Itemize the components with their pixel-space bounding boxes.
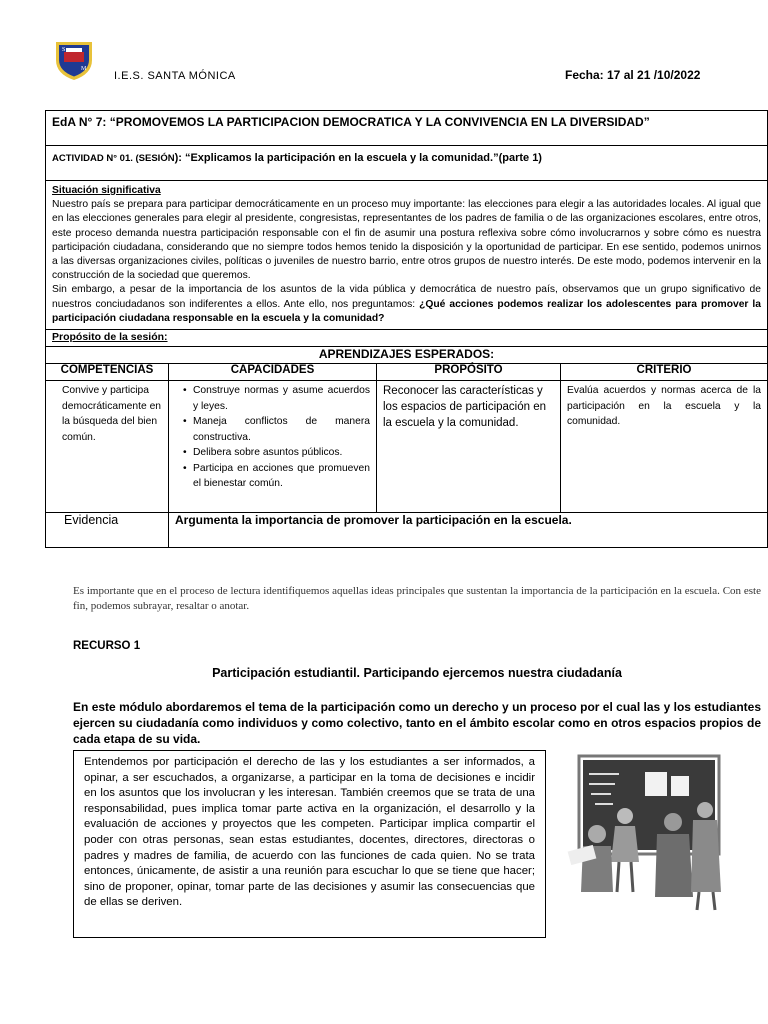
intro-paragraph: En este módulo abordaremos el tema de la participación como un derecho y un proceso por el cual las y los estudiantes ejercen su ciudadanía como individuos y como colectivo, tanto en el ámbito escolar como en otros espacios propios de cada etapa de su vida. [73, 700, 761, 746]
activity-text: ): “Explicamos la participación en la escuela y la comunidad.”(parte 1) [174, 152, 542, 164]
capacidad-item: • Participa en acciones que promueven el bienestar común. [183, 461, 370, 492]
capacidades-cell [169, 381, 377, 513]
resource-title: Participación estudiantil. Participando ejercemos nuestra ciudadanía [212, 666, 622, 680]
expected-header: APRENDIZAJES ESPERADOS: [46, 347, 768, 364]
situation-title: Situación significativa [52, 185, 161, 196]
eda-title: EdA N° 7: “PROMOVEMOS LA PARTICIPACION DEMOCRATICA Y LA CONVIVENCIA EN LA DIVERSIDAD” [46, 111, 768, 146]
school-name: I.E.S. SANTA MÓNICA [114, 70, 236, 82]
col-criterio: CRITERIO [561, 364, 768, 381]
col-competencias: COMPETENCIAS [46, 364, 169, 381]
col-proposito: PROPÓSITO [377, 364, 561, 381]
svg-text:M: M [81, 66, 87, 72]
situation-text: Nuestro país se prepara para participar democráticamente en un proceso muy importante: las elecciones para elegir a las autoridades locales. Al igual que en las elecciones generales para elegir al presidente, congresistas, representantes de los padres de familia o de las organizaciones escolares, entre otros, este proceso demanda nuestra participación responsable con el fin de asumir una postura reflexiva sobre cómo involucrarnos y sobre cómo es nuestra participación ciudadana, considerando que no siempre todos hemos tenido la disposición y la oportunidad de participar. En ese sentido, podemos unirnos a las diversas organizaciones civiles, políticas o juveniles de nuestro barrio, entre otros grupos de nuestro interés. De este modo, podemos intervenir en la construcción de la sociedad que queremos. [52, 199, 761, 282]
situation-question: ¿Qué acciones podemos realizar los adolescentes para promover la participación ciudadana responsable en la escuela y la comunidad? [52, 298, 761, 324]
competencia-cell: Convive y participa democráticamente en la búsqueda del bien común. [46, 381, 169, 513]
evidence-text: Argumenta la importancia de promover la participación en la escuela. [169, 513, 768, 548]
purpose-label: Propósito de la sesión: [46, 330, 768, 347]
criterio-cell: Evalúa acuerdos y normas acerca de la participación en la escuela y la comunidad. [561, 381, 768, 513]
capacidad-item: • Delibera sobre asuntos públicos. [183, 445, 370, 461]
session-table [45, 110, 768, 548]
activity-title [46, 146, 768, 181]
col-capacidades: CAPACIDADES [169, 364, 377, 381]
participation-definition-box: Entendemos por participación el derecho de las y los estudiantes a ser informados, a opinar, a ser escuchados, a organizarse, a participar en la toma de decisiones e incidir en los asuntos que los involucran y les interesan. También creemos que se trata de una responsabilidad, pues implica tomar parte activa en la organización, el desarrollo y la evaluación de acciones y proyectos que les competen. Participar implica compartir el poder con otras personas, sean estas estudiantes, docentes, directores, directoras o padres y madres de familia, de acuerdo con las funciones de cada quien. No se trata entonces, únicamente, de asistir a una reunión para escuchar lo que se tiene que hacer; sino de proponer, opinar, tomar parte de las decisiones y asumir las consecuencias que de ellas se deriven. [73, 750, 546, 938]
date-label: Fecha: 17 al 21 /10/2022 [565, 68, 701, 82]
resource-label: RECURSO 1 [73, 640, 141, 652]
situation-text-2: Sin embargo, a pesar de la importancia de los asuntos de la vida pública y democrática de nuestro país, observamos que un grupo significativo de nuestros conciudadanos son indiferentes a ellos. Ante ello, nos preguntamos: ¿Qué acciones podemos realizar los adolescentes para promover la participación ciudadana responsable en la escuela y la comunidad? [52, 284, 761, 324]
evidence-label: Evidencia [46, 513, 169, 548]
school-crest-logo [52, 38, 96, 82]
proposito-cell: Reconocer las características y los espacios de participación en la escuela y la comunidad. [377, 381, 561, 513]
svg-text:S: S [62, 47, 66, 53]
capacidad-item: • Maneja conflictos de manera constructiva. [183, 414, 370, 445]
situation-section [46, 181, 768, 330]
reading-instructions: Es importante que en el proceso de lectura identifiquemos aquellas ideas principales que sustentan la importancia de la participación en la escuela. Con este fin, podemos subrayar, resaltar o anotar. [73, 585, 761, 612]
capacidad-item: • Construye normas y asume acuerdos y leyes. [183, 383, 370, 414]
students-classroom-illustration [555, 752, 745, 912]
activity-prefix: ACTIVIDAD N° 01. (SESIÓN [52, 153, 175, 164]
